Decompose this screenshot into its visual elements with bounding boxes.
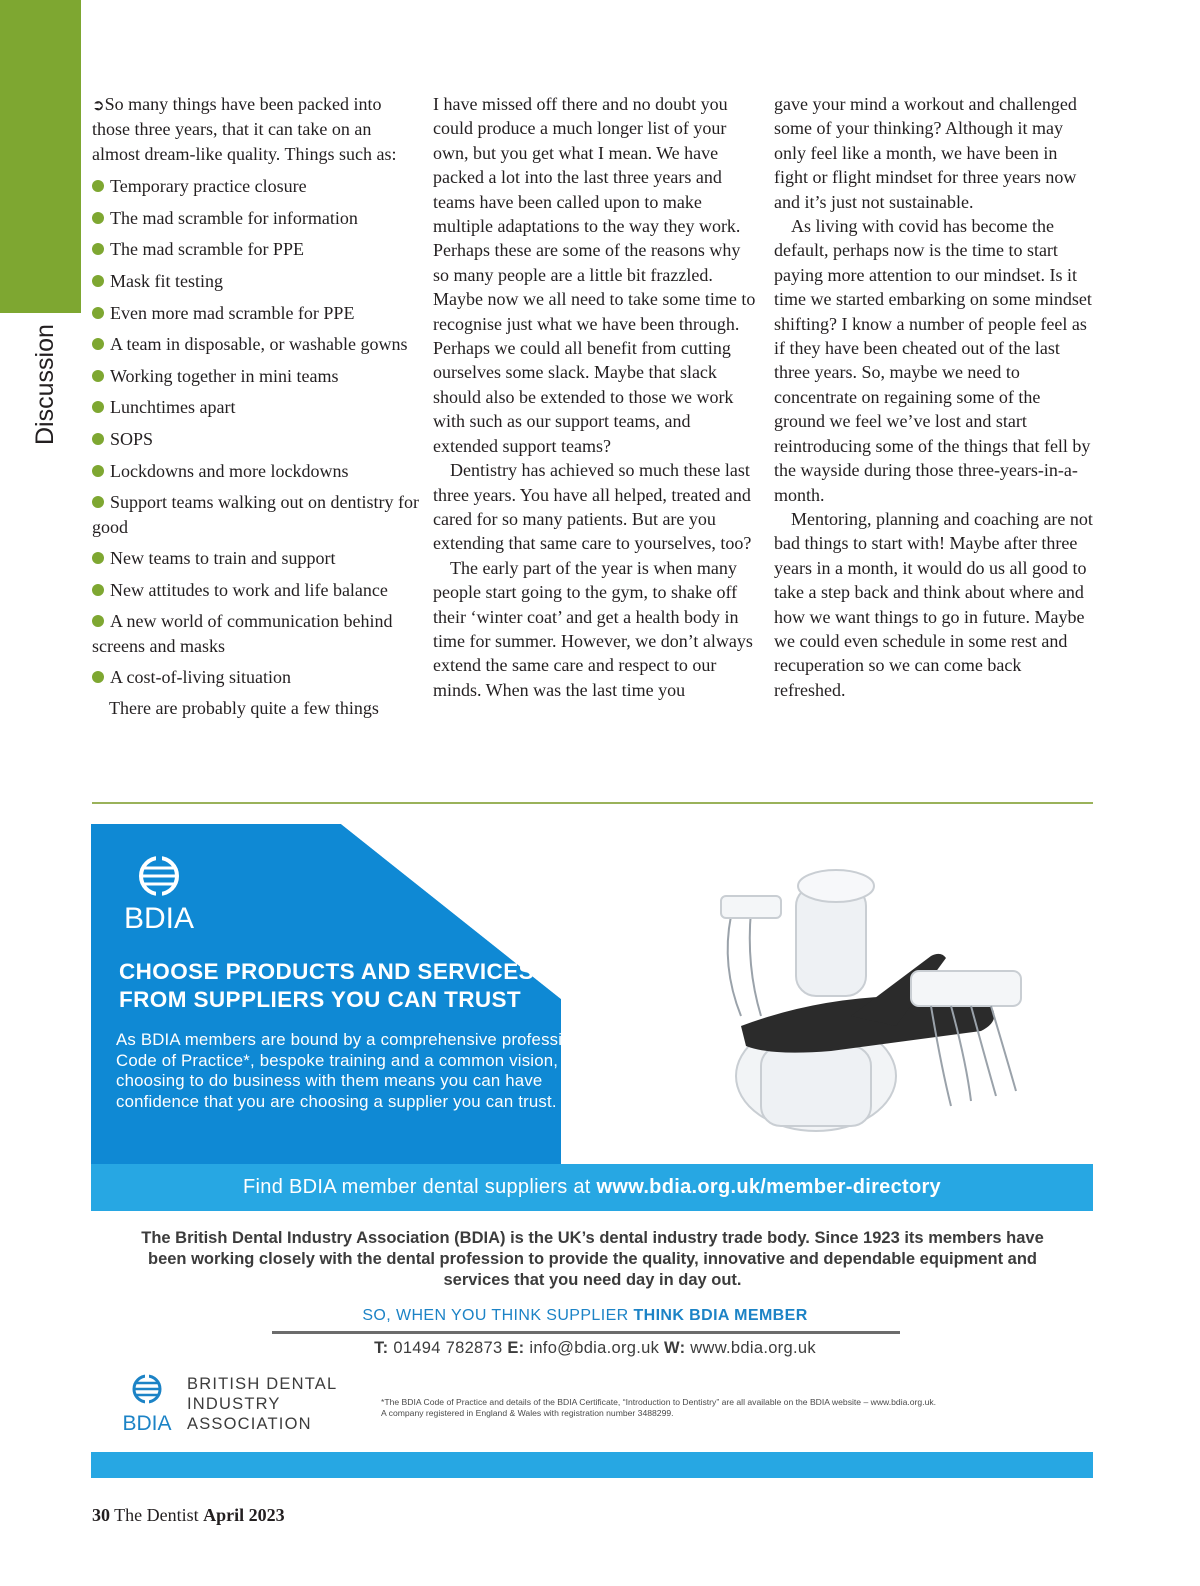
bdia-description: The British Dental Industry Association (BDIA) is the UK’s dental industry trade body. Since 1923 its members have been working closely with the dental profession to provide the quality, innovative and dependable equipment and services that you need day in day out. bbox=[141, 1229, 1044, 1289]
bullet-item: A cost-of-living situation bbox=[92, 665, 422, 689]
paragraph: Dentistry has achieved so much these last three years. You have all helped, treated and cared for so many patients. But are you extending that same care to yourselves, too? bbox=[433, 460, 752, 554]
bdia-logo-text: BDIA bbox=[123, 902, 195, 934]
bullet-item: Mask fit testing bbox=[92, 269, 422, 293]
bullet-item: Temporary practice closure bbox=[92, 174, 422, 198]
bullet-item: New attitudes to work and life balance bbox=[92, 578, 422, 602]
dental-chair-image bbox=[611, 846, 1071, 1146]
article-column-3 bbox=[774, 92, 1094, 702]
divider bbox=[92, 802, 1093, 804]
article-column-1 bbox=[92, 92, 422, 720]
section-color-bar bbox=[0, 0, 81, 313]
association-name: BRITISH DENTAL INDUSTRY ASSOCIATION bbox=[187, 1375, 338, 1433]
bdia-contacts: T: 01494 782873 E: info@bdia.org.uk W: www.bdia.org.uk bbox=[374, 1339, 816, 1357]
directory-band: Find BDIA member dental suppliers at www.bdia.org.uk/member-directory bbox=[91, 1164, 1093, 1211]
issue-date: April 2023 bbox=[203, 1505, 285, 1525]
bullet-item: New teams to train and support bbox=[92, 546, 422, 570]
bullet-dot-icon bbox=[92, 584, 104, 596]
bullet-item: A team in disposable, or washable gowns bbox=[92, 332, 422, 356]
bullet-dot-icon bbox=[92, 615, 104, 627]
bullet-dot-icon bbox=[92, 180, 104, 192]
bullet-dot-icon bbox=[92, 465, 104, 477]
bullet-dot-icon bbox=[92, 671, 104, 683]
bullet-dot-icon bbox=[92, 433, 104, 445]
intro-paragraph: So many things have been packed into those three years, that it can take on an almost dream-like quality. Things such as: bbox=[92, 94, 397, 164]
bullet-item: Even more mad scramble for PPE bbox=[92, 301, 422, 325]
article-column-2 bbox=[433, 92, 758, 702]
advert-footnote: *The BDIA Code of Practice and details of the BDIA Certificate, “Introduction to Dentistry” are all available on the BDIA website – www.bdia.org.uk. A company registered in England & Wales with registration number 3488299. bbox=[381, 1397, 937, 1418]
advert-body: As BDIA members are bound by a comprehensive professional Code of Practice*, bespoke training and a common vision, choosing to do business with them means you can have confidence that you are choosing a supplier you can trust. bbox=[116, 1030, 595, 1111]
svg-text:BDIA: BDIA bbox=[122, 1412, 172, 1434]
email-link[interactable]: info@bdia.org.uk bbox=[524, 1339, 665, 1357]
website-link[interactable]: www.bdia.org.uk bbox=[685, 1339, 816, 1357]
page-folio bbox=[92, 1505, 285, 1526]
paragraph: Mentoring, planning and coaching are not bad things to start with! Maybe after three years in a month, it would do us all good to take a step back and think about where and how we want things to go in future. Maybe we could even schedule in some rest and recuperation so we can come back refreshed. bbox=[774, 508, 1093, 700]
page-number: 30 bbox=[92, 1505, 110, 1525]
section-label: Discussion bbox=[31, 324, 59, 445]
advert-bottom-bar bbox=[91, 1452, 1093, 1478]
paragraph: I have missed off there and no doubt you could produce a much longer list of your own, but you get what I mean. We have packed a lot into the last three years and teams have been called upon to make multiple adaptations to the way they work. Perhaps these are some of the reasons why so many people are a little bit frazzled. Maybe now we all need to take some time to recognise just what we have been through. Perhaps we could all benefit from cutting ourselves some slack. Maybe that slack should also be extended to those we work with such as our support teams, and extended support teams? bbox=[433, 94, 756, 456]
bullet-item: The mad scramble for PPE bbox=[92, 237, 422, 261]
bullet-dot-icon bbox=[92, 338, 104, 350]
bdia-footer-logo bbox=[117, 1372, 177, 1434]
bullet-list bbox=[92, 174, 422, 690]
bullet-item: Working together in mini teams bbox=[92, 364, 422, 388]
bullet-item: Support teams walking out on dentistry for good bbox=[92, 492, 419, 537]
bdia-advert bbox=[91, 824, 1093, 1211]
paragraph: As living with covid has become the default, perhaps now is the time to start paying more attention to our mindset. Is it time we started embarking on some mindset shifting? I know a number of people feel as if they have been cheated out of the last three years. So, maybe we need to concentrate on regaining some of the ground we feel we’ve lost and start reintroducing some of the things that fell by the wayside during those three-years-in-a-month. bbox=[774, 216, 1092, 505]
publication-name: The Dentist bbox=[110, 1505, 204, 1525]
bullet-dot-icon bbox=[92, 212, 104, 224]
bdia-tagline: SO, WHEN YOU THINK SUPPLIER THINK BDIA MEMBER bbox=[362, 1307, 808, 1324]
continuation-arrow-icon: ➲ bbox=[92, 96, 105, 114]
bullet-dot-icon bbox=[92, 496, 104, 508]
directory-link[interactable]: www.bdia.org.uk/member-directory bbox=[596, 1176, 941, 1198]
bullet-dot-icon bbox=[92, 552, 104, 564]
bullet-item: Lockdowns and more lockdowns bbox=[92, 459, 422, 483]
bullet-item: SOPS bbox=[92, 427, 422, 451]
column-1-tail: There are probably quite a few things bbox=[109, 697, 379, 718]
paragraph: The early part of the year is when many people start going to the gym, to shake off their ‘winter coat’ and get a health body in time for summer. However, we don’t always extend the same care and respect to our minds. When was the last time you bbox=[433, 557, 753, 700]
tagline-divider bbox=[272, 1331, 900, 1334]
paragraph: gave your mind a workout and challenged some of your thinking? Although it may only feel like a month, we have been in fight or flight mindset for three years now and it’s just not sustainable. bbox=[774, 94, 1077, 212]
bullet-item: Lunchtimes apart bbox=[92, 395, 422, 419]
advert-headline: CHOOSE PRODUCTS AND SERVICES FROM SUPPLIERS YOU CAN TRUST bbox=[119, 959, 535, 1012]
phone: 01494 782873 bbox=[388, 1339, 508, 1357]
bullet-dot-icon bbox=[92, 275, 104, 287]
bullet-item: The mad scramble for information bbox=[92, 206, 422, 230]
bullet-item: A new world of communication behind screens and masks bbox=[92, 611, 393, 656]
bdia-logo bbox=[119, 854, 199, 934]
bullet-dot-icon bbox=[92, 243, 104, 255]
bullet-dot-icon bbox=[92, 370, 104, 382]
bullet-dot-icon bbox=[92, 307, 104, 319]
bullet-dot-icon bbox=[92, 401, 104, 413]
